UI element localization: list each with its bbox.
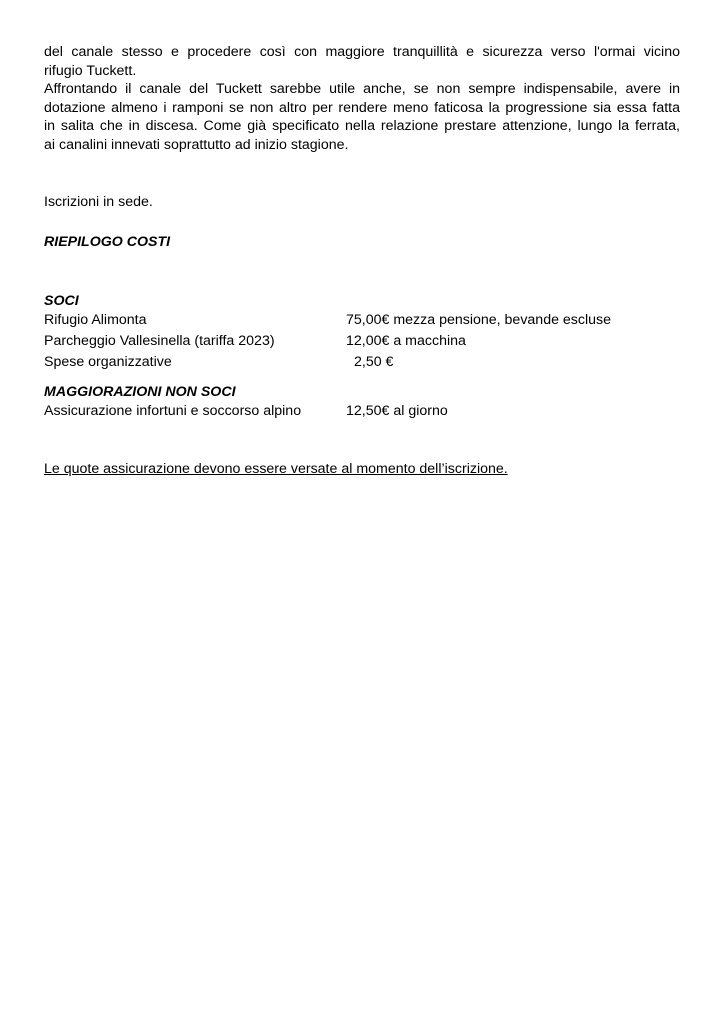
- cost-summary-heading: RIEPILOGO COSTI: [44, 234, 171, 251]
- text-line: rifugio Tuckett.: [44, 62, 137, 79]
- non-members-costs-section: [44, 383, 680, 422]
- description-paragraph-1: [44, 43, 680, 80]
- cost-label: Assicurazione infortuni e soccorso alpino: [44, 403, 302, 420]
- insurance-note: Le quote assicurazione devono essere versate al momento dell’iscrizione.: [44, 461, 508, 478]
- cost-value: 12,50€ al giorno: [346, 403, 448, 420]
- cost-label: Spese organizzative: [44, 353, 172, 370]
- registration-note: Iscrizioni in sede.: [44, 193, 153, 210]
- cost-value: 2,50 €: [354, 353, 394, 370]
- members-costs-section: [44, 292, 680, 373]
- document-page: [44, 43, 680, 479]
- text-line: ai canalini innevati soprattutto ad inizio stagione.: [44, 136, 349, 153]
- text-line: in salita che in discesa. Come già specificato nella relazione prestare attenzione, lungo la ferrata,: [44, 118, 680, 135]
- cost-value: 12,00€ a macchina: [346, 333, 466, 350]
- cost-label: Parcheggio Vallesinella (tariffa 2023): [44, 333, 275, 350]
- text-line: dotazione almeno i ramponi se non altro per rendere meno faticosa la progressione sia essa fatta: [44, 99, 680, 116]
- cost-label: Rifugio Alimonta: [44, 312, 147, 329]
- cost-row: [44, 331, 680, 352]
- non-members-heading: MAGGIORAZIONI NON SOCI: [44, 383, 236, 400]
- cost-value: 75,00€ mezza pensione, bevande escluse: [346, 312, 612, 329]
- cost-row: [44, 310, 680, 331]
- cost-row: [44, 401, 680, 422]
- text-line: del canale stesso e procedere così con maggiore tranquillità e sicurezza verso l'ormai vicino: [44, 44, 680, 60]
- text-line: Affrontando il canale del Tuckett sarebbe utile anche, se non sempre indispensabile, avere in: [44, 81, 680, 98]
- members-heading: SOCI: [44, 292, 79, 309]
- description-paragraph-2: [44, 80, 680, 154]
- cost-row: [44, 352, 680, 373]
